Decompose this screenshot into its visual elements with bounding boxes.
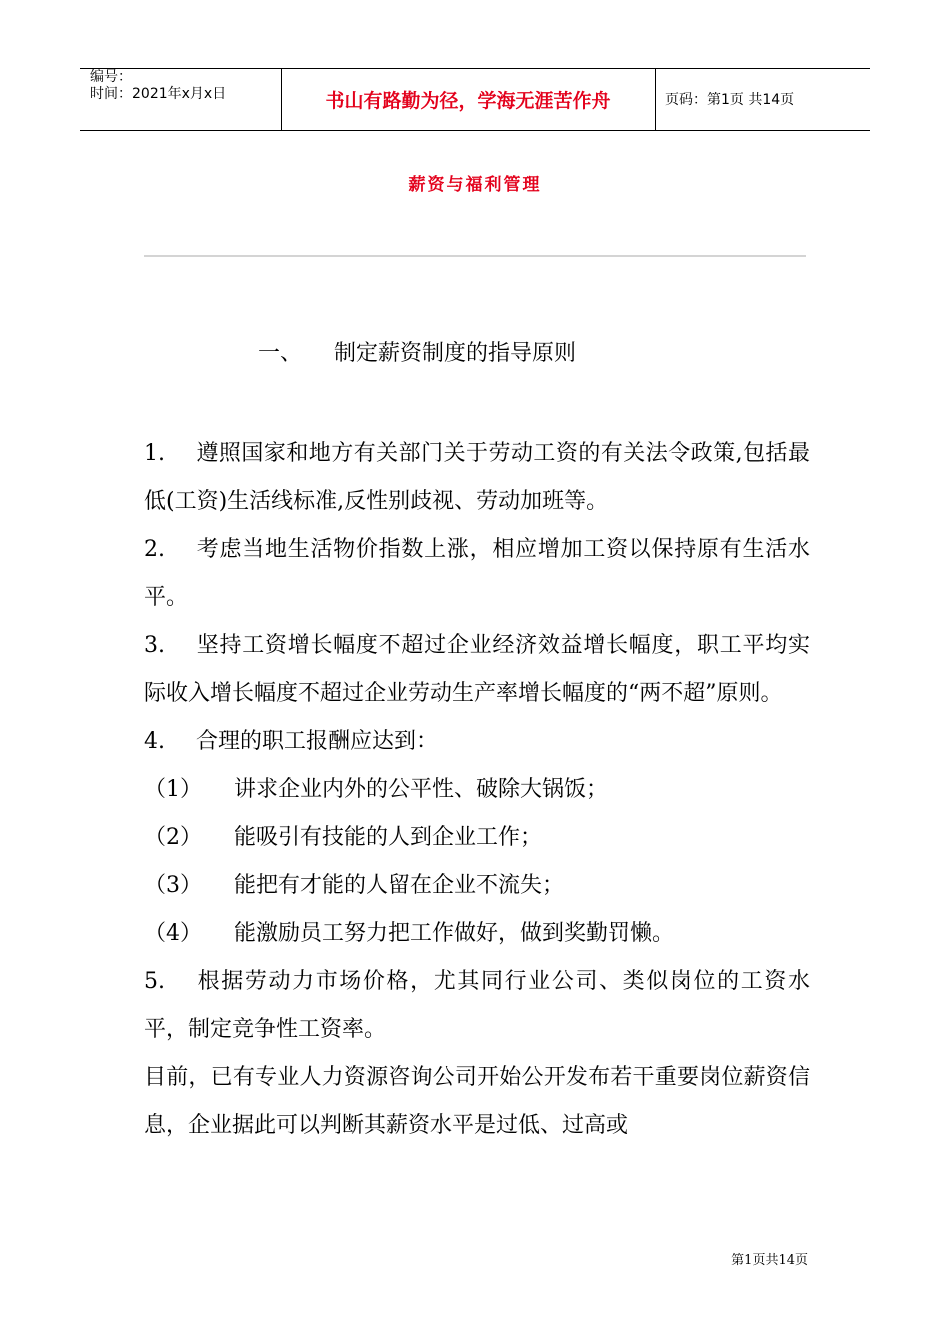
header-motto: 书山有路勤为径，学海无涯苦作舟 bbox=[325, 90, 611, 112]
list-item bbox=[144, 430, 810, 526]
item-number: 1. bbox=[144, 441, 165, 466]
sub-item-number: （3） bbox=[144, 873, 202, 898]
section-heading bbox=[258, 336, 576, 367]
item-number: 2. bbox=[144, 537, 165, 562]
item-text: 坚持工资增长幅度不超过企业经济效益增长幅度，职工平均实际收入增长幅度不超过企业劳动生产率增长幅度的“两不超”原则。 bbox=[144, 633, 810, 706]
list-item bbox=[144, 958, 810, 1054]
sub-item-number: （4） bbox=[144, 921, 202, 946]
list-item bbox=[144, 622, 810, 718]
header-meta bbox=[90, 69, 226, 103]
item-number: 3. bbox=[144, 633, 165, 658]
sub-list-item bbox=[144, 814, 810, 862]
item-text: 遵照国家和地方有关部门关于劳动工资的有关法令政策,包括最低(工资)生活线标准,反性别歧视、劳动加班等。 bbox=[144, 441, 810, 514]
sub-list-item bbox=[144, 766, 810, 814]
sub-item-text: 讲求企业内外的公平性、破除大锅饭； bbox=[234, 777, 609, 802]
sub-list-item bbox=[144, 910, 810, 958]
section-title: 制定薪资制度的指导原则 bbox=[334, 341, 577, 366]
item-text: 根据劳动力市场价格，尤其同行业公司、类似岗位的工资水平，制定竞争性工资率。 bbox=[144, 969, 810, 1042]
sub-item-number: （1） bbox=[144, 777, 202, 802]
item-text: 考虑当地生活物价指数上涨，相应增加工资以保持原有生活水平。 bbox=[144, 537, 810, 610]
sub-item-text: 能吸引有技能的人到企业工作； bbox=[234, 825, 543, 850]
list-item bbox=[144, 718, 810, 766]
header-table bbox=[80, 68, 870, 131]
body-paragraph: 目前，已有专业人力资源咨询公司开始公开发布若干重要岗位薪资信息，企业据此可以判断其薪资水平是过低、过高或 bbox=[144, 1065, 810, 1138]
item-number: 5. bbox=[144, 969, 165, 994]
title-separator bbox=[144, 255, 806, 257]
list-item bbox=[144, 526, 810, 622]
sub-list-item bbox=[144, 862, 810, 910]
item-text: 合理的职工报酬应达到： bbox=[196, 729, 439, 754]
page-footer: 第1页共14页 bbox=[731, 1253, 808, 1268]
time-label: 时间：2021年x月x日 bbox=[90, 86, 227, 102]
header-page-info: 页码：第1页 共14页 bbox=[665, 92, 795, 108]
section-number: 一、 bbox=[258, 341, 303, 366]
serial-label: 编号： bbox=[90, 69, 132, 85]
sub-item-text: 能把有才能的人留在企业不流失； bbox=[234, 873, 565, 898]
document-title: 薪资与福利管理 bbox=[408, 175, 542, 195]
item-number: 4. bbox=[144, 729, 165, 754]
header-divider bbox=[655, 69, 656, 130]
sub-item-number: （2） bbox=[144, 825, 202, 850]
sub-item-text: 能激励员工努力把工作做好，做到奖勤罚懒。 bbox=[234, 921, 675, 946]
document-body bbox=[144, 430, 810, 1150]
